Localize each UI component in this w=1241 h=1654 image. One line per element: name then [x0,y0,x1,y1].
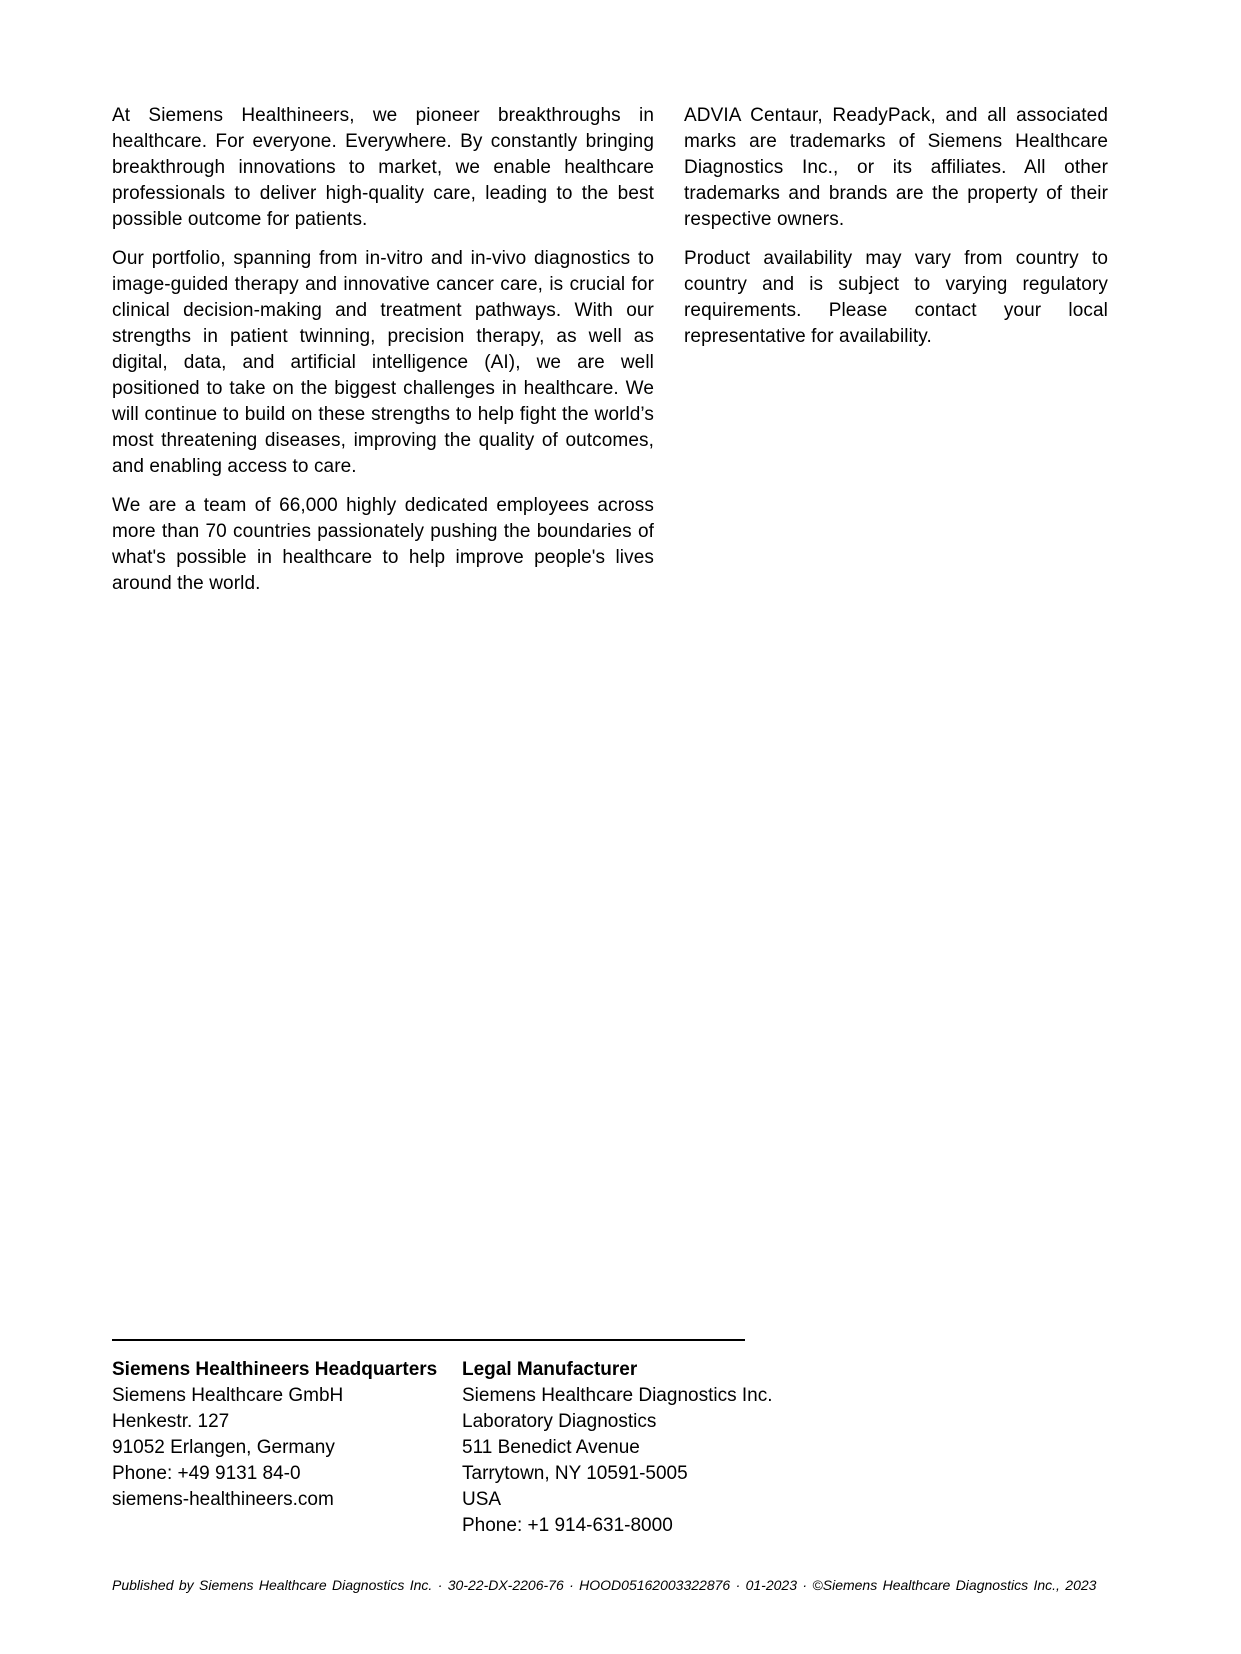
headquarters-website: siemens-healthineers.com [112,1489,334,1510]
legal-manufacturer-block [462,1357,792,1539]
headquarters-block [112,1357,452,1513]
legal-manufacturer-company: Siemens Healthcare Diagnostics Inc. [462,1385,773,1406]
headquarters-company: Siemens Healthcare GmbH [112,1385,344,1406]
intro-column [112,103,654,610]
legal-manufacturer-street: 511 Benedict Avenue [462,1437,640,1458]
paragraph-team: We are a team of 66,000 highly dedicated employees across more than 70 countries passionately pushing the boundaries of what's possible in healthcare to help improve people's lives around the world. [112,495,654,594]
paragraph-availability: Product availability may vary from country to country and is subject to varying regulatory requirements. Please contact your local representative for availability. [684,248,1108,347]
headquarters-phone: Phone: +49 9131 84-0 [112,1463,301,1484]
paragraph-healthineers-intro: At Siemens Healthineers, we pioneer breakthroughs in healthcare. For everyone. Everywhere. By constantly bringing breakthrough innovations to market, we enable healthcare professionals to deliver high-quality care, leading to the best possible outcome for patients. [112,105,654,230]
published-line: Published by Siemens Healthcare Diagnostics Inc. · 30-22-DX-2206-76 · HOOD05162003322876 · 01-2023 · ©Siemens Healthcare Diagnostics Inc., 2023 [112,1577,1097,1593]
legal-manufacturer-title: Legal Manufacturer [462,1359,638,1380]
legal-manufacturer-city: Tarrytown, NY 10591-5005 [462,1463,688,1484]
legal-manufacturer-country: USA [462,1489,502,1510]
footer-divider [112,1339,745,1341]
headquarters-city: 91052 Erlangen, Germany [112,1437,335,1458]
paragraph-trademarks: ADVIA Centaur, ReadyPack, and all associated marks are trademarks of Siemens Healthcare Diagnostics Inc., or its affiliates. All other trademarks and brands are the property of their respective owners. [684,105,1108,230]
legal-manufacturer-division: Laboratory Diagnostics [462,1411,657,1432]
legal-manufacturer-phone: Phone: +1 914-631-8000 [462,1515,673,1536]
paragraph-portfolio: Our portfolio, spanning from in-vitro and in-vivo diagnostics to image-guided therapy and innovative cancer care, is crucial for clinical decision-making and treatment pathways. With our strengths in patient twinning, precision therapy, as well as digital, data, and artificial intelligence (AI), we are well positioned to take on the biggest challenges in healthcare. We will continue to build on these strengths to help fight the world’s most threatening diseases, improving the quality of outcomes, and enabling access to care. [112,248,654,477]
headquarters-street: Henkestr. 127 [112,1411,230,1432]
headquarters-title: Siemens Healthineers Headquarters [112,1359,438,1380]
legal-column [684,103,1108,363]
